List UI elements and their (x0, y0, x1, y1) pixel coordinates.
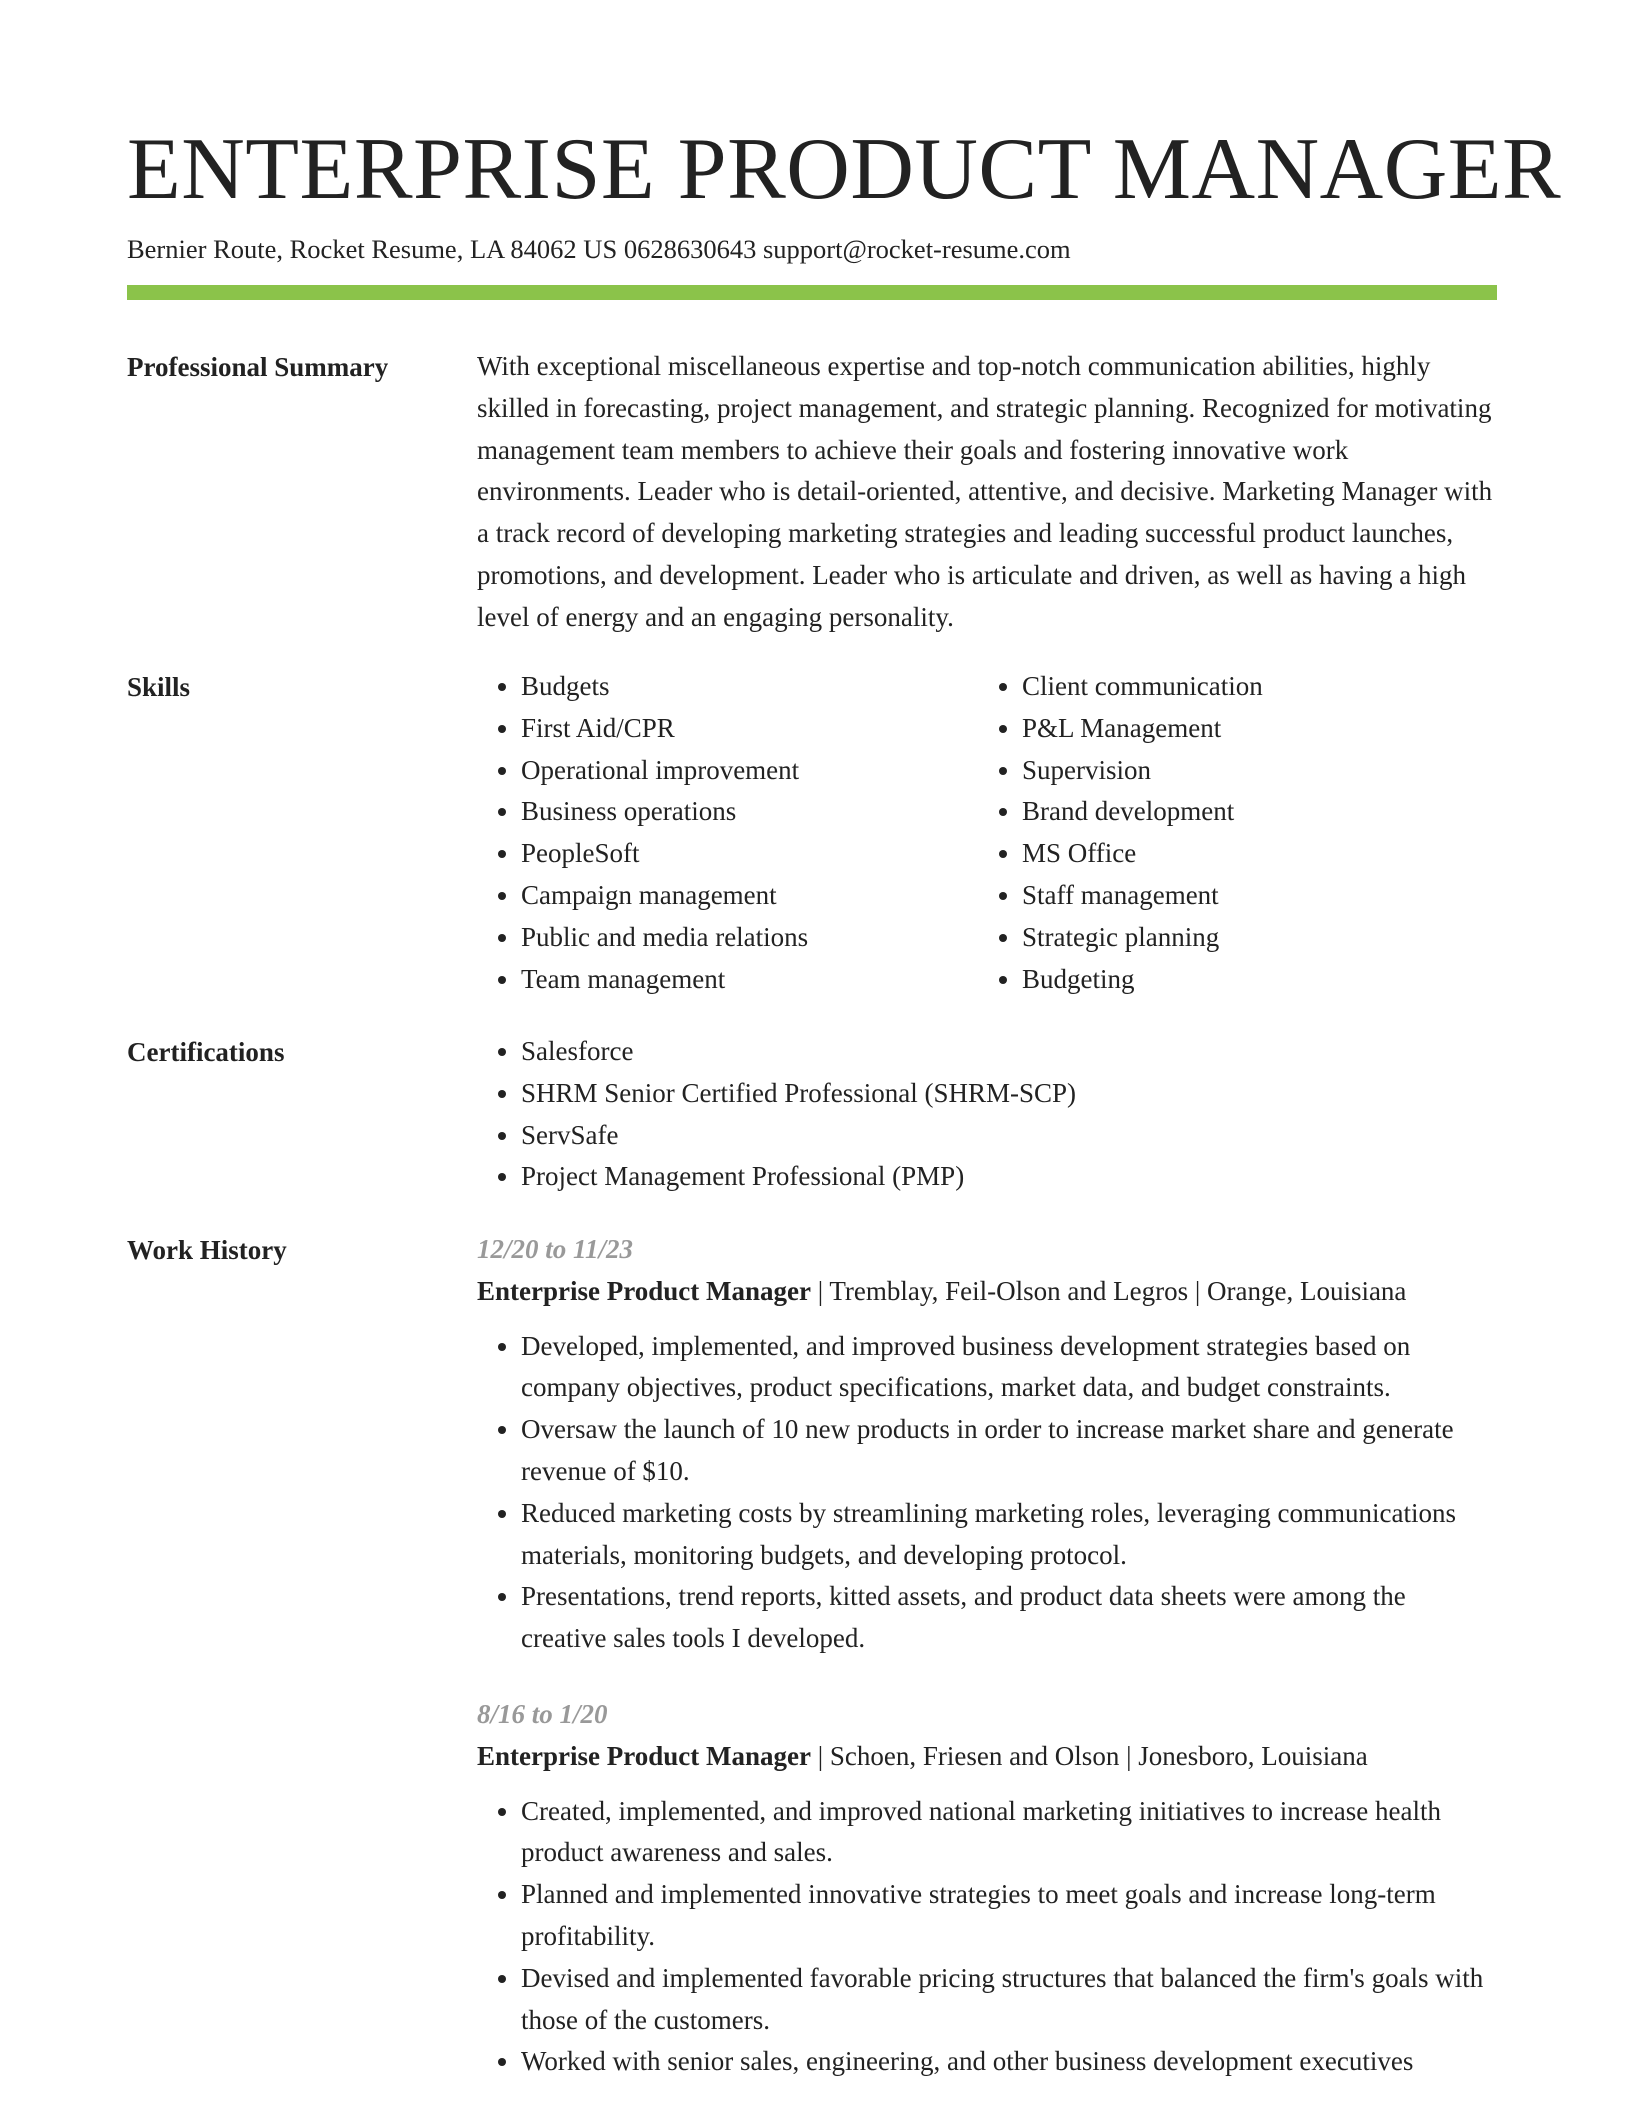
job-bullet: • Oversaw the launch of 10 new products in order to increase market share and generate revenue of $10. (521, 1409, 1497, 1493)
skill-item: • Team management (521, 959, 978, 1001)
job-heading (477, 1736, 1497, 1778)
skill-item: • PeopleSoft (521, 833, 978, 875)
skill-item: • MS Office (1022, 833, 1479, 875)
job-bullet: • Presentations, trend reports, kitted assets, and product data sheets were among the creative sales tools I developed. (521, 1576, 1497, 1660)
summary-heading: Professional Summary (127, 352, 389, 382)
work-history-heading: Work History (127, 1235, 287, 1265)
summary-section (477, 346, 1497, 639)
certifications-list (477, 1031, 1497, 1198)
skill-item: • Budgets (521, 666, 978, 708)
skill-item: • First Aid/CPR (521, 708, 978, 750)
candidate-name: ENTERPRISE PRODUCT MANAGER (127, 121, 1562, 218)
job-bullet: • Worked with senior sales, engineering, and other business development executives (521, 2041, 1497, 2083)
certification-item: • Salesforce (521, 1031, 1497, 1073)
contact-phone: 0628630643 (623, 234, 757, 264)
skill-item: • Staff management (1022, 875, 1479, 917)
job-bullet: • Devised and implemented favorable pricing structures that balanced the firm's goals with those of the customers. (521, 1958, 1497, 2042)
certification-item: • Project Management Professional (PMP) (521, 1156, 1497, 1198)
skills-heading: Skills (127, 672, 191, 702)
job-heading (477, 1271, 1497, 1313)
skills-list-right (978, 666, 1479, 1000)
job-bullets (477, 1326, 1497, 1660)
contact-address: Bernier Route, Rocket Resume, LA 84062 US (127, 234, 618, 264)
job-bullet: • Created, implemented, and improved national marketing initiatives to increase health product awareness and sales. (521, 1791, 1497, 1875)
certification-item: • SHRM Senior Certified Professional (SHRM-SCP) (521, 1073, 1497, 1115)
skill-item: • Strategic planning (1022, 917, 1479, 959)
job-bullet: • Developed, implemented, and improved business development strategies based on company objectives, product specifications, market data, and budget constraints. (521, 1326, 1497, 1410)
accent-divider (127, 285, 1497, 300)
skill-item: • Public and media relations (521, 917, 978, 959)
job-title: Enterprise Product Manager (477, 1740, 811, 1771)
skill-item: • Client communication (1022, 666, 1479, 708)
summary-text: With exceptional miscellaneous expertise and top-notch communication abilities, highly skilled in forecasting, project management, and strategic planning. Recognized for motivating management team members to achieve their goals and fostering innovative work environments. Leader who is detail-oriented, attentive, and decisive. Marketing Manager with a track record of developing marketing strategies and leading successful product launches, promotions, and development. Leader who is articulate and driven, as well as having a high level of energy and an engaging personality. (477, 351, 1493, 632)
job-employer-location: | Schoen, Friesen and Olson | Jonesboro, Louisiana (810, 1740, 1368, 1771)
certifications-heading: Certifications (127, 1037, 285, 1067)
skill-item: • Brand development (1022, 791, 1479, 833)
skills-list-left (477, 666, 978, 1000)
skills-section (477, 666, 1497, 1000)
certifications-section (477, 1031, 1497, 1198)
skill-item: • Supervision (1022, 750, 1479, 792)
skill-item: • P&L Management (1022, 708, 1479, 750)
contact-email: support@rocket-resume.com (762, 234, 1071, 264)
skill-item: • Business operations (521, 791, 978, 833)
job-dates: 12/20 to 11/23 (477, 1234, 634, 1264)
job-bullet: • Reduced marketing costs by streamlining marketing roles, leveraging communications materials, monitoring budgets, and developing protocol. (521, 1493, 1497, 1577)
job-dates: 8/16 to 1/20 (477, 1699, 608, 1729)
skill-item: • Campaign management (521, 875, 978, 917)
job-entry (477, 1694, 1497, 2083)
contact-line (127, 232, 1071, 266)
job-bullet: • Planned and implemented innovative strategies to meet goals and increase long-term profitability. (521, 1874, 1497, 1958)
job-entry (477, 1229, 1497, 1660)
skill-item: • Operational improvement (521, 750, 978, 792)
job-bullets (477, 1791, 1497, 2084)
certification-item: • ServSafe (521, 1115, 1497, 1157)
skill-item: • Budgeting (1022, 959, 1479, 1001)
job-title: Enterprise Product Manager (477, 1275, 811, 1306)
job-employer-location: | Tremblay, Feil-Olson and Legros | Orange, Louisiana (810, 1275, 1407, 1306)
